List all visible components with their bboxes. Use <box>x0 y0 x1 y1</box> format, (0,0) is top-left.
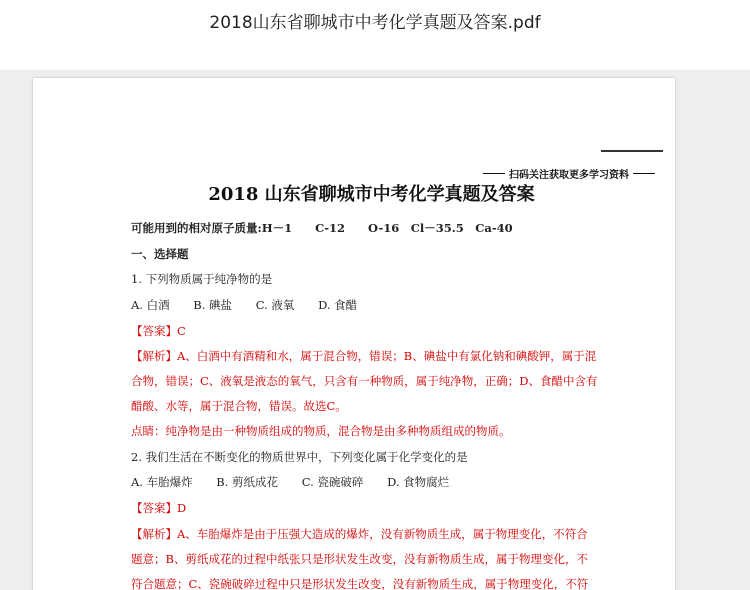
q2-analysis-line-2: 题意；B、剪纸成花的过程中纸张只是形状发生改变，没有新物质生成，属于物理变化，不 <box>131 552 588 566</box>
q1-option-a: A. 白酒 <box>131 298 170 312</box>
q2-analysis-line-3: 符合题意；C、瓷碗破碎过程中只是形状发生改变，没有新物质生成，属于物理变化，不符 <box>131 577 589 590</box>
q1-option-b: B. 碘盐 <box>193 298 233 312</box>
q1-point: 点睛：纯净物是由一种物质组成的物质，混合物是由多种物质组成的物质。 <box>131 424 511 438</box>
question-1-options <box>131 297 605 313</box>
q1-analysis-line-1 <box>131 348 605 364</box>
q1-option-c: C. 液氧 <box>255 298 295 312</box>
q2-option-d: D. 食物腐烂 <box>387 475 450 489</box>
pdf-viewer[interactable] <box>0 70 750 590</box>
scan-banner-text: 扫码关注获取更多学习资料 <box>509 170 629 181</box>
q2-analysis-line-1 <box>131 526 605 542</box>
scan-banner <box>483 166 655 181</box>
q2-option-a: A. 车胎爆炸 <box>131 475 193 489</box>
q2-answer <box>131 500 605 516</box>
q2-option-b: B. 剪纸成花 <box>216 475 279 489</box>
title-bar <box>0 0 750 70</box>
q2-analysis-text-1: A、车胎爆炸是由于压强大造成的爆炸，没有新物质生成，属于物理变化，不符合 <box>177 527 588 541</box>
q1-answer-value: C <box>177 324 186 338</box>
pdf-page <box>33 78 675 590</box>
corner-mark <box>601 150 663 154</box>
q2-answer-value: D <box>177 501 187 515</box>
section-heading: 一、选择题 <box>131 247 189 261</box>
question-1-stem: 1. 下列物质属于纯净物的是 <box>131 272 273 286</box>
q2-answer-tag: 【答案】 <box>131 501 177 515</box>
q1-analysis-line-2: 合物，错误；C、液氧是液态的氧气，只含有一种物质，属于纯净物，正确；D、食醋中含有 <box>131 374 598 388</box>
q1-answer-tag: 【答案】 <box>131 324 177 338</box>
q1-analysis-text-1: A、白酒中有酒精和水，属于混合物，错误；B、碘盐中有氯化钠和碘酸钾，属于混 <box>177 349 597 363</box>
q2-analysis-tag: 【解析】 <box>131 527 177 541</box>
q2-option-c: C. 瓷碗破碎 <box>301 475 364 489</box>
question-2-options <box>131 474 605 490</box>
banner-dash-left <box>483 173 505 174</box>
q1-option-d: D. 食醋 <box>318 298 358 312</box>
paper-title: 2018 山东省聊城市中考化学真题及答案 <box>208 184 535 205</box>
atomic-mass-line: 可能用到的相对原子质量:H－1 C-12 O-16 Cl－35.5 Ca-40 <box>131 221 513 235</box>
q1-answer <box>131 323 605 339</box>
document-title: 2018山东省聊城市中考化学真题及答案.pdf <box>209 13 541 33</box>
banner-dash-right <box>633 173 655 174</box>
question-2-stem: 2. 我们生活在不断变化的物质世界中，下列变化属于化学变化的是 <box>131 450 468 464</box>
q1-analysis-tag: 【解析】 <box>131 349 177 363</box>
q1-analysis-line-3: 醋酸、水等，属于混合物，错误。故选C。 <box>131 399 347 413</box>
